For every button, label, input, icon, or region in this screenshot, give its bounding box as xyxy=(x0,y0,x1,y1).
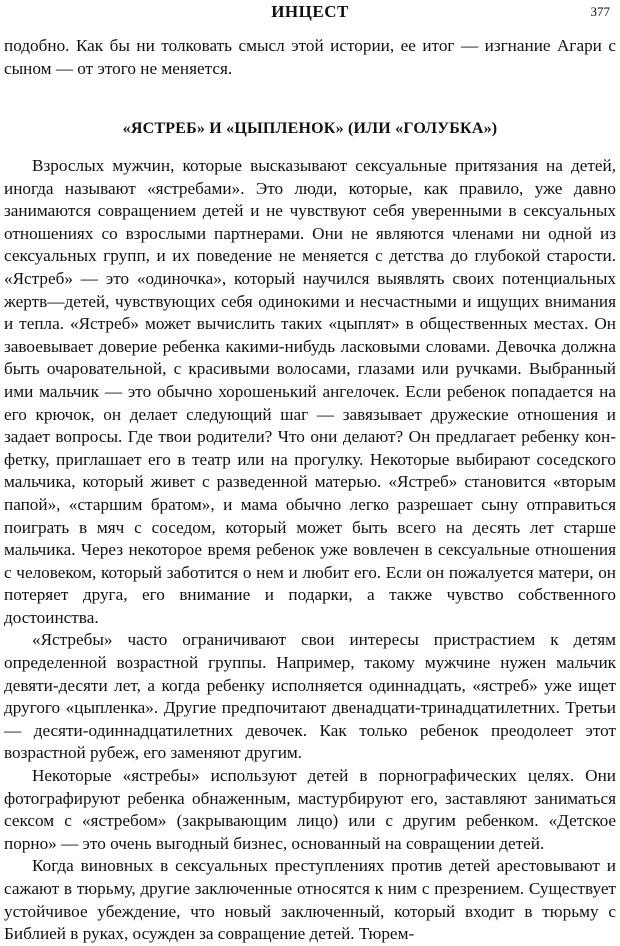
body-paragraph-2: «Ястребы» часто ограничивают свои интересы пристрастием к детям определенной возрастной группы. Например, такому мужчине нужен мальчик девяти-десяти лет, а когда ребенку исполняется одиннадцать, «ястреб» уже ищет другого «цыпленка». Другие предпочитают двенадцати-тринадцатилетних. Третьи — десяти-одиннадцатилетних девочек. Как только ребенок преодолеет этот возрастной рубеж, его заменяют другим. xyxy=(4,630,616,763)
running-head xyxy=(0,2,620,22)
intro-text: подобно. Как бы ни толковать смысл этой истории, ее итог — изгнание Агари с сыном — от этого не меняется. xyxy=(4,36,616,78)
section-body xyxy=(4,155,616,946)
page-number: 377 xyxy=(590,4,610,19)
body-paragraph-4: Когда виновных в сексуальных преступлениях против детей арестовывают и сажают в тюрьму, другие заключенные относятся к ним с презрением. Существует устойчивое убеждение, что новый заключенный, который входит в тюрьму с Библией в руках, осужден за совращение детей. Тюрем- xyxy=(4,856,616,944)
intro-paragraph xyxy=(4,35,616,80)
section-heading: «ЯСТРЕБ» И «ЦЫПЛЕНОК» (ИЛИ «ГОЛУБКА») xyxy=(122,120,498,137)
body-paragraph-1: Взрослых мужчин, которые высказывают сексуальные притязания на детей, иногда называют «ястребами». Это люди, которые, как правило, уже давно занимаются совращением детей и не чувствуют себя уверенными в сексуальных отношениях со взрослыми партнерами. Они не являются членами ни одной из сексуальных групп, и их поведение не меняется с детства до глубокой старости. «Ястреб» — это «одиночка», который научился выявлять своих потенциальных жертв—детей, чувствующих себя одинокими и несчастными и ищущих внимания и тепла. «Ястреб» может вычислить таких «цыплят» в общественных местах. Он завоевывает доверие ребенка какими-нибудь ласковыми словами. Девочка должна быть очаровательной, с красивыми волосами, глазами или ручками. Выбранный ими мальчик — это обычно хорошенький ангелочек. Если ребенок попадается на его крючок, он делает следующий шаг — завязывает дружеские отношения и задает вопросы. Где твои родители? Что они делают? Он предлагает ребенку конфетку, приглашает его в театр или на прогулку. Некоторые выбирают соседского мальчика, который живет с разведенной матерью. «Ястреб» становится «вторым папой», «старшим братом», и мама обычно легко разрешает сыну отправиться поиграть в мяч с соседом, который может быть всего на десять лет старше мальчика. Через некоторое время ребенок уже вовлечен в сексуальные отношения с человеком, который заботится о нем и любит его. Если он пожалуется матери, он потеряет друга, его внимание и подарки, а также чувство собственного достоинства. xyxy=(4,156,616,627)
body-paragraph-3: Некоторые «ястребы» используют детей в порнографических целях. Они фотографируют ребенка обнаженным, мастурбируют его, заставляют заниматься сексом с «ястребом» (закрывающим лицо) или с другим ребенком. «Детское порно» — это очень выгодный бизнес, основанный на совращении детей. xyxy=(4,766,616,853)
running-title: ИНЦЕСТ xyxy=(271,2,349,21)
